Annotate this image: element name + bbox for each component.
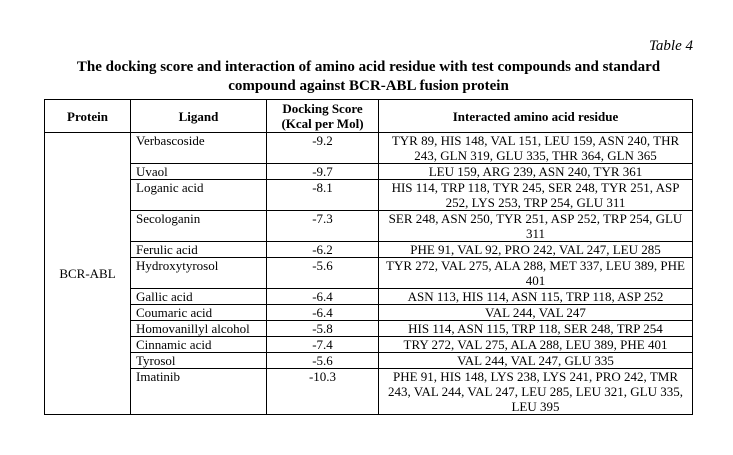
table-row (45, 353, 693, 369)
residues-cell: HIS 114, TRP 118, TYR 245, SER 248, TYR 251, ASP 252, LYS 253, TRP 254, GLU 311 (379, 180, 693, 211)
score-cell: -8.1 (267, 180, 379, 211)
ligand-cell: Imatinib (131, 369, 267, 415)
score-cell: -6.2 (267, 242, 379, 258)
header-protein: Protein (45, 100, 131, 133)
ligand-cell: Gallic acid (131, 289, 267, 305)
table-row (45, 180, 693, 211)
residues-cell: PHE 91, VAL 92, PRO 242, VAL 247, LEU 285 (379, 242, 693, 258)
table-title: The docking score and interaction of amino acid residue with test compounds and standard compound against BCR-ABL fusion protein (76, 59, 661, 94)
residues-cell: TYR 89, HIS 148, VAL 151, LEU 159, ASN 240, THR 243, GLN 319, GLU 335, THR 364, GLN 365 (379, 133, 693, 164)
score-cell: -5.8 (267, 321, 379, 337)
header-residues: Interacted amino acid residue (379, 100, 693, 133)
score-cell: -5.6 (267, 353, 379, 369)
table-body (45, 133, 693, 415)
ligand-cell: Homovanillyl alcohol (131, 321, 267, 337)
table-row (45, 211, 693, 242)
header-docking-score (267, 100, 379, 133)
ligand-cell: Coumaric acid (131, 305, 267, 321)
table-row (45, 242, 693, 258)
table-caption: Table 4 (648, 38, 693, 54)
protein-cell: BCR-ABL (45, 133, 131, 415)
score-cell: -7.4 (267, 337, 379, 353)
residues-cell: SER 248, ASN 250, TYR 251, ASP 252, TRP 254, GLU 311 (379, 211, 693, 242)
docking-score-table (44, 99, 693, 415)
header-docking-score-line1: Docking Score (282, 101, 363, 116)
table-row (45, 258, 693, 289)
score-cell: -9.2 (267, 133, 379, 164)
ligand-cell: Secologanin (131, 211, 267, 242)
residues-cell: HIS 114, ASN 115, TRP 118, SER 248, TRP 254 (379, 321, 693, 337)
residues-cell: LEU 159, ARG 239, ASN 240, TYR 361 (379, 164, 693, 180)
table-row (45, 289, 693, 305)
score-cell: -10.3 (267, 369, 379, 415)
table-header-row (45, 100, 693, 133)
residues-cell: VAL 244, VAL 247, GLU 335 (379, 353, 693, 369)
score-cell: -6.4 (267, 305, 379, 321)
residues-cell: TYR 272, VAL 275, ALA 288, MET 337, LEU 389, PHE 401 (379, 258, 693, 289)
ligand-cell: Hydroxytyrosol (131, 258, 267, 289)
ligand-cell: Loganic acid (131, 180, 267, 211)
table-row (45, 133, 693, 164)
ligand-cell: Cinnamic acid (131, 337, 267, 353)
score-cell: -5.6 (267, 258, 379, 289)
header-ligand: Ligand (131, 100, 267, 133)
residues-cell: VAL 244, VAL 247 (379, 305, 693, 321)
table-row (45, 337, 693, 353)
ligand-cell: Tyrosol (131, 353, 267, 369)
ligand-cell: Verbascoside (131, 133, 267, 164)
ligand-cell: Uvaol (131, 164, 267, 180)
table-row (45, 321, 693, 337)
table-row (45, 305, 693, 321)
residues-cell: ASN 113, HIS 114, ASN 115, TRP 118, ASP 252 (379, 289, 693, 305)
residues-cell: PHE 91, HIS 148, LYS 238, LYS 241, PRO 242, TMR 243, VAL 244, VAL 247, LEU 285, LEU 321, GLU 335, LEU 395 (379, 369, 693, 415)
residues-cell: TRY 272, VAL 275, ALA 288, LEU 389, PHE 401 (379, 337, 693, 353)
table-row (45, 164, 693, 180)
score-cell: -9.7 (267, 164, 379, 180)
score-cell: -6.4 (267, 289, 379, 305)
score-cell: -7.3 (267, 211, 379, 242)
table-row (45, 369, 693, 415)
ligand-cell: Ferulic acid (131, 242, 267, 258)
header-docking-score-line2: (Kcal per Mol) (281, 116, 364, 131)
